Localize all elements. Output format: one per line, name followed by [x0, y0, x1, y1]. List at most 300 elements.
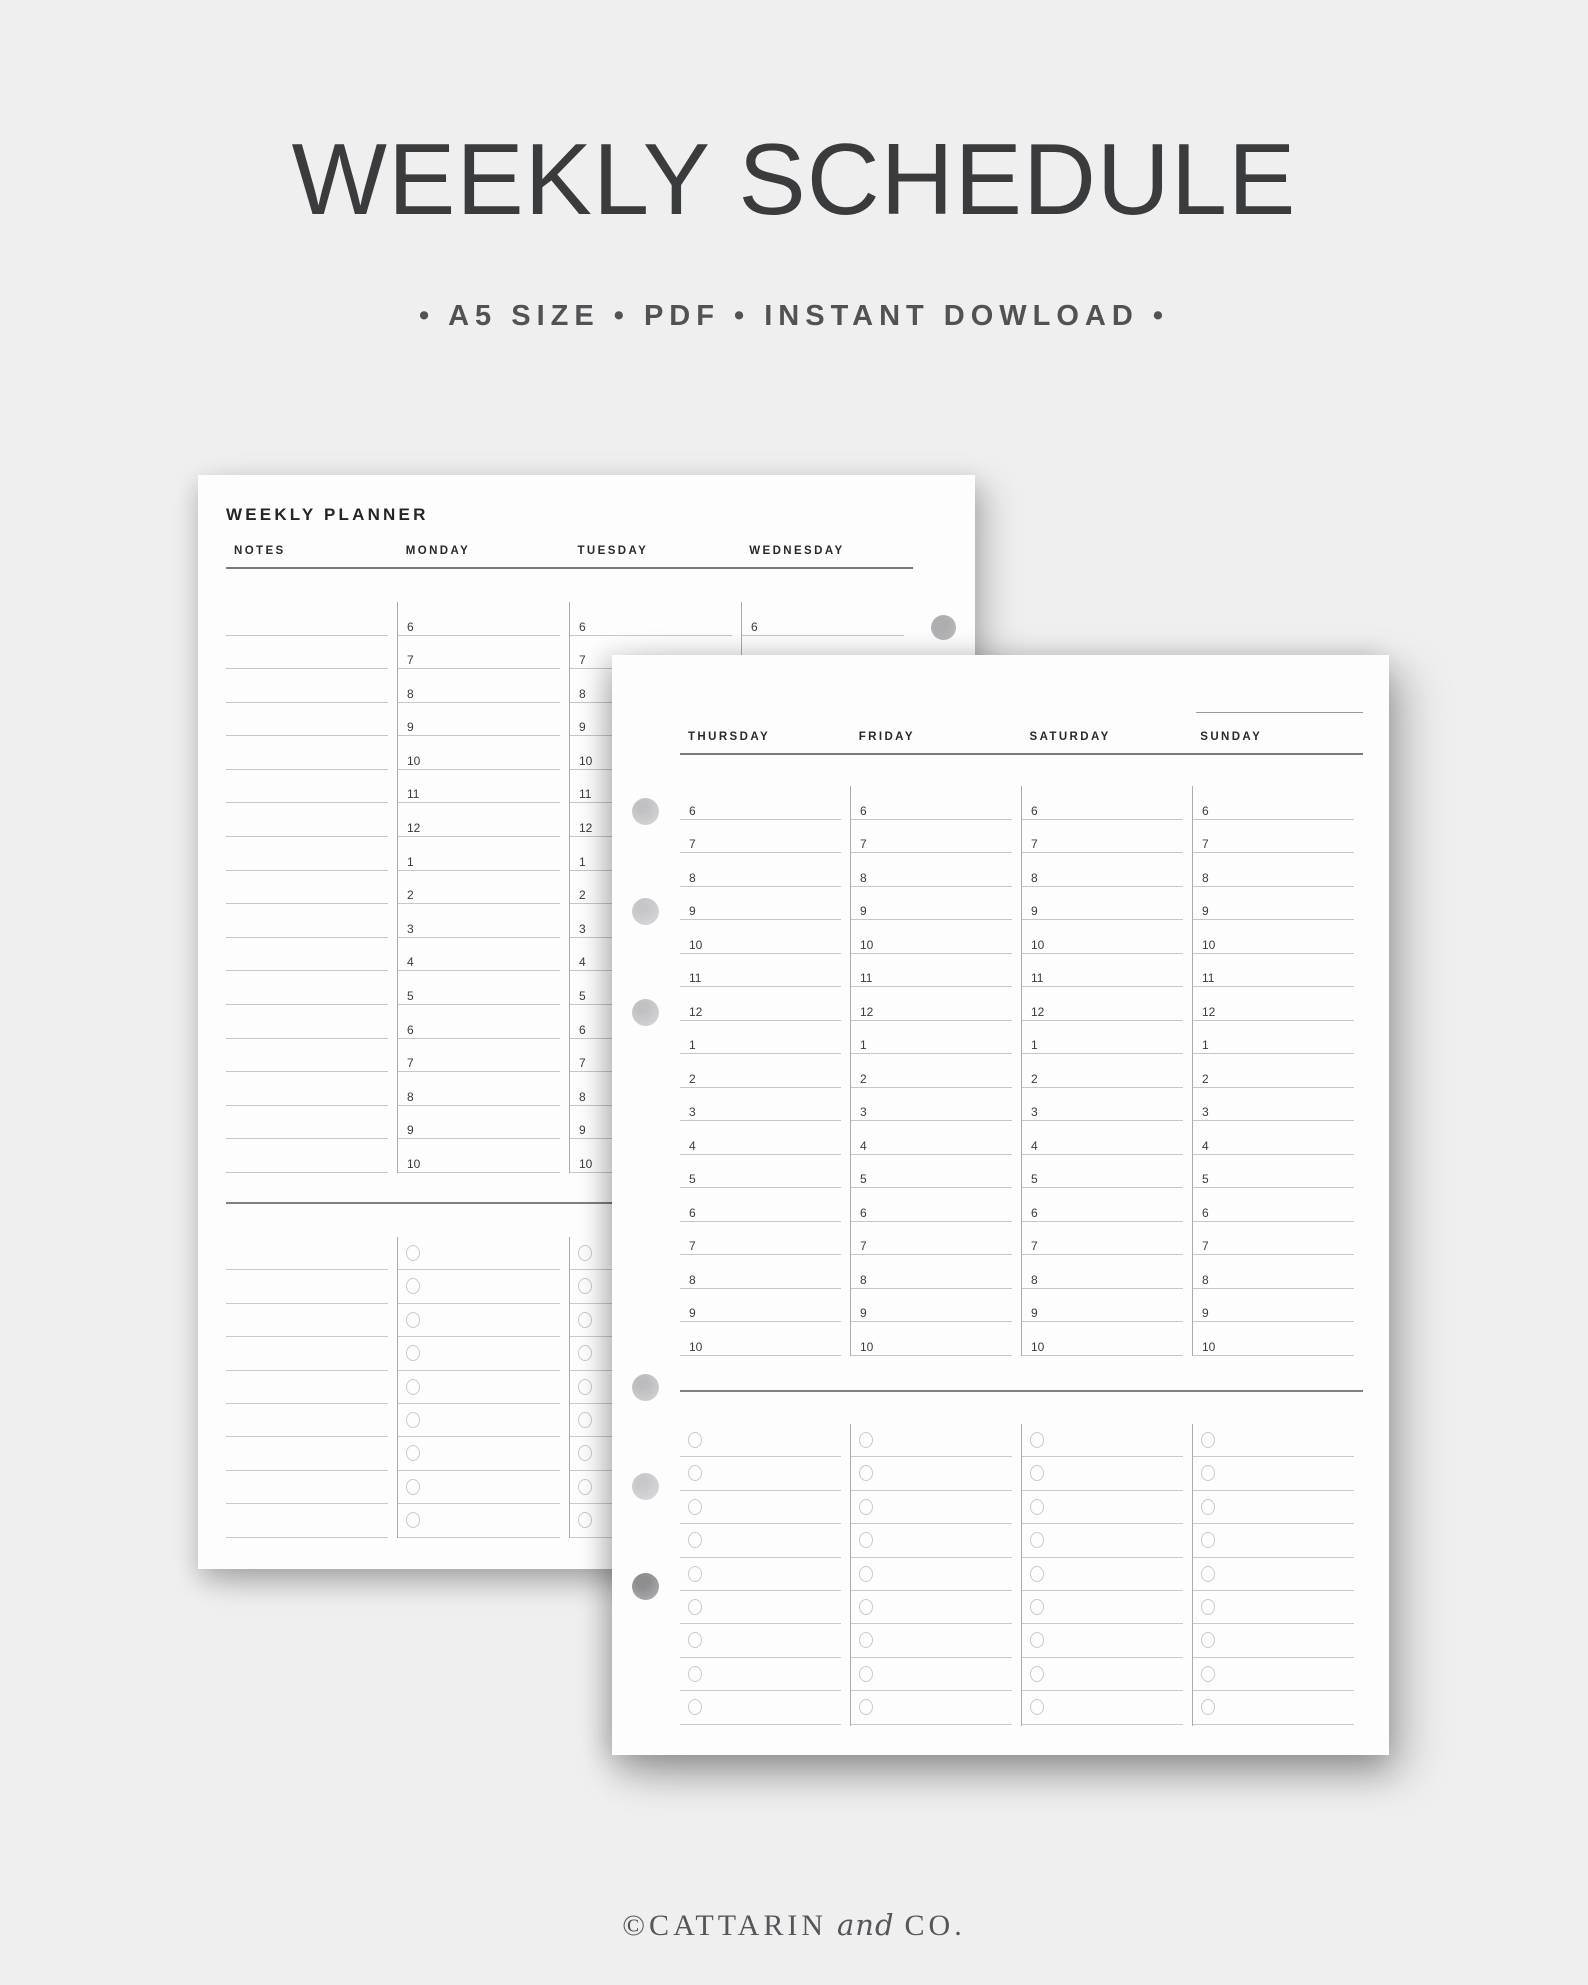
section-divider — [680, 1390, 1363, 1392]
hour-label: 9 — [579, 720, 586, 735]
checkbox-circle — [688, 1465, 702, 1481]
hour-row — [680, 987, 841, 1021]
hour-label: 3 — [860, 1105, 867, 1120]
checkbox-circle — [1201, 1699, 1215, 1715]
checkbox-circle — [578, 1278, 592, 1294]
checkbox-circle — [406, 1412, 420, 1428]
hour-row — [226, 736, 388, 770]
checklist-row — [851, 1491, 1012, 1524]
hour-label: 6 — [1031, 803, 1038, 818]
hour-row — [851, 1054, 1012, 1088]
hour-row — [226, 669, 388, 703]
hour-label: 12 — [860, 1004, 874, 1019]
hour-label: 9 — [689, 904, 696, 919]
hour-label: 10 — [579, 1156, 593, 1171]
checklist-row — [398, 1437, 560, 1470]
hour-label: 9 — [860, 1306, 867, 1321]
hour-label: 10 — [1202, 1339, 1216, 1354]
hour-row — [1022, 1255, 1183, 1289]
hour-row — [398, 904, 560, 938]
checkbox-circle — [578, 1445, 592, 1461]
hour-row — [1022, 1289, 1183, 1323]
checklist-row — [1193, 1591, 1354, 1624]
hour-label: 4 — [1202, 1138, 1209, 1153]
hour-label: 8 — [860, 870, 867, 885]
checklist-row — [1022, 1524, 1183, 1557]
hour-row — [398, 938, 560, 972]
checkbox-circle — [688, 1632, 702, 1648]
hour-row — [851, 887, 1012, 921]
hour-label: 6 — [751, 619, 758, 634]
hour-row — [226, 1039, 388, 1073]
checklist-row — [1022, 1424, 1183, 1457]
hour-row — [398, 636, 560, 670]
checklist-row — [1022, 1457, 1183, 1490]
column-header: FRIDAY — [858, 731, 915, 743]
hour-row — [680, 1289, 841, 1323]
hour-row — [398, 871, 560, 905]
hour-label: 7 — [407, 1056, 414, 1071]
hour-label: 8 — [407, 686, 414, 701]
checkbox-circle — [1030, 1566, 1044, 1582]
hour-row — [851, 987, 1012, 1021]
hour-label: 2 — [579, 888, 586, 903]
hour-label: 7 — [1031, 837, 1038, 852]
hour-label: 5 — [1031, 1172, 1038, 1187]
hour-row — [851, 1322, 1012, 1356]
checklist-column — [1021, 1424, 1192, 1726]
hour-label: 8 — [407, 1089, 414, 1104]
hour-row — [398, 669, 560, 703]
hour-row — [1193, 1322, 1354, 1356]
hour-row — [1193, 786, 1354, 820]
hour-row — [226, 1139, 388, 1173]
hour-row — [1193, 987, 1354, 1021]
hour-row — [1022, 1155, 1183, 1189]
hour-label: 1 — [1202, 1038, 1209, 1053]
hour-row — [1022, 954, 1183, 988]
checkbox-circle — [406, 1479, 420, 1495]
hour-label: 12 — [1202, 1004, 1216, 1019]
week-of-line — [1196, 712, 1363, 713]
hour-label: 9 — [407, 1123, 414, 1138]
checklist-row — [398, 1304, 560, 1337]
hour-row — [1022, 1088, 1183, 1122]
hour-label: 6 — [1202, 1205, 1209, 1220]
checkbox-circle — [859, 1432, 873, 1448]
checkbox-circle — [1030, 1699, 1044, 1715]
checklist-grid — [680, 1424, 1363, 1726]
hour-row — [226, 971, 388, 1005]
checklist-row — [398, 1337, 560, 1370]
checklist-column — [397, 1237, 569, 1538]
hour-row — [851, 954, 1012, 988]
hour-label: 1 — [579, 854, 586, 869]
checklist-row — [1193, 1424, 1354, 1457]
hour-row — [1193, 1222, 1354, 1256]
hour-row — [570, 602, 732, 636]
hour-row — [398, 837, 560, 871]
checklist-row — [226, 1304, 388, 1337]
hour-label: 3 — [407, 921, 414, 936]
hour-label: 3 — [1202, 1105, 1209, 1120]
hour-label: 7 — [1202, 837, 1209, 852]
hour-row — [851, 1188, 1012, 1222]
hour-row — [226, 837, 388, 871]
hour-row — [226, 1106, 388, 1140]
column-headers — [226, 545, 913, 557]
checklist-row — [226, 1270, 388, 1303]
brand-name: ©CATTARIN — [622, 1909, 827, 1942]
hour-row — [680, 853, 841, 887]
hour-label: 10 — [689, 937, 703, 952]
hour-label: 9 — [407, 720, 414, 735]
checkbox-circle — [859, 1632, 873, 1648]
hour-label: 9 — [1031, 904, 1038, 919]
checkbox-circle — [1030, 1532, 1044, 1548]
checkbox-circle — [1201, 1599, 1215, 1615]
checklist-row — [1022, 1591, 1183, 1624]
hour-label: 6 — [860, 803, 867, 818]
hour-label: 12 — [1031, 1004, 1045, 1019]
product-subtitle: • A5 SIZE • PDF • INSTANT DOWLOAD • — [418, 300, 1170, 332]
checkbox-circle — [406, 1445, 420, 1461]
hour-label: 10 — [860, 937, 874, 952]
hour-label: 1 — [860, 1038, 867, 1053]
checkbox-circle — [1201, 1465, 1215, 1481]
hour-row — [398, 703, 560, 737]
checkbox-circle — [578, 1512, 592, 1528]
hour-label: 12 — [579, 821, 593, 836]
checklist-row — [851, 1424, 1012, 1457]
hour-column — [680, 786, 850, 1356]
hour-label: 4 — [1031, 1138, 1038, 1153]
checklist-row — [226, 1437, 388, 1470]
checkbox-circle — [688, 1532, 702, 1548]
hour-row — [226, 636, 388, 670]
hour-row — [851, 920, 1012, 954]
hour-row — [680, 1121, 841, 1155]
checkbox-circle — [578, 1345, 592, 1361]
hour-row — [1022, 1121, 1183, 1155]
hour-row — [226, 904, 388, 938]
hour-label: 10 — [579, 753, 593, 768]
hour-row — [680, 1188, 841, 1222]
checkbox-circle — [1030, 1465, 1044, 1481]
checkbox-circle — [578, 1479, 592, 1495]
checkbox-circle — [578, 1245, 592, 1261]
checkbox-circle — [1030, 1632, 1044, 1648]
header-rule — [680, 753, 1363, 755]
hour-label: 9 — [1202, 1306, 1209, 1321]
hour-row — [1022, 853, 1183, 887]
hour-row — [398, 1005, 560, 1039]
checklist-row — [851, 1691, 1012, 1724]
checklist-row — [1022, 1491, 1183, 1524]
hour-row — [1193, 1121, 1354, 1155]
hour-column — [397, 602, 569, 1173]
checklist-row — [226, 1504, 388, 1537]
checkbox-circle — [578, 1379, 592, 1395]
checkbox-circle — [1201, 1432, 1215, 1448]
checkbox-circle — [859, 1699, 873, 1715]
hour-label: 1 — [1031, 1038, 1038, 1053]
hour-label: 1 — [407, 854, 414, 869]
checkbox-circle — [406, 1312, 420, 1328]
hour-label: 6 — [689, 803, 696, 818]
hour-row — [1022, 1054, 1183, 1088]
hour-label: 7 — [860, 837, 867, 852]
checklist-row — [851, 1624, 1012, 1657]
checkbox-circle — [688, 1566, 702, 1582]
checkbox-circle — [1030, 1599, 1044, 1615]
hour-row — [680, 1088, 841, 1122]
hour-row — [742, 602, 904, 636]
hour-row — [226, 770, 388, 804]
hour-row — [398, 1106, 560, 1140]
checklist-row — [851, 1658, 1012, 1691]
hour-label: 10 — [1031, 937, 1045, 952]
hour-label: 4 — [689, 1138, 696, 1153]
hour-row — [680, 1322, 841, 1356]
punch-hole — [632, 1374, 659, 1401]
checklist-row — [226, 1337, 388, 1370]
checkbox-circle — [406, 1245, 420, 1261]
hour-row — [851, 1289, 1012, 1323]
checklist-row — [1022, 1558, 1183, 1591]
hour-label: 6 — [1202, 803, 1209, 818]
hour-label: 9 — [860, 904, 867, 919]
hour-label: 4 — [579, 955, 586, 970]
hour-label: 11 — [407, 787, 420, 802]
hour-row — [680, 887, 841, 921]
checkbox-circle — [859, 1666, 873, 1682]
checkbox-circle — [688, 1599, 702, 1615]
hour-label: 5 — [1202, 1172, 1209, 1187]
hour-row — [1022, 920, 1183, 954]
punch-hole — [931, 615, 956, 640]
hour-label: 8 — [1202, 870, 1209, 885]
checklist-row — [398, 1504, 560, 1537]
hour-label: 8 — [579, 686, 586, 701]
checklist-row — [1022, 1624, 1183, 1657]
checkbox-circle — [688, 1432, 702, 1448]
hour-label: 7 — [860, 1239, 867, 1254]
checklist-row — [226, 1471, 388, 1504]
hour-label: 2 — [407, 888, 414, 903]
column-header: WEDNESDAY — [749, 545, 845, 557]
page-title: WEEKLY PLANNER — [226, 505, 429, 524]
checkbox-circle — [688, 1666, 702, 1682]
hour-row — [1193, 1021, 1354, 1055]
hour-label: 2 — [860, 1071, 867, 1086]
column-header: NOTES — [234, 545, 286, 557]
checkbox-circle — [1201, 1532, 1215, 1548]
checklist-row — [680, 1591, 841, 1624]
hour-row — [226, 871, 388, 905]
checklist-row — [1022, 1658, 1183, 1691]
hour-column — [1192, 786, 1363, 1356]
checklist-row — [851, 1591, 1012, 1624]
hour-label: 5 — [860, 1172, 867, 1187]
checklist-row — [398, 1404, 560, 1437]
checkbox-circle — [1030, 1499, 1044, 1515]
column-header: THURSDAY — [688, 731, 771, 743]
hour-row — [680, 1255, 841, 1289]
checklist-column — [1192, 1424, 1363, 1726]
hour-label: 9 — [689, 1306, 696, 1321]
hour-label: 1 — [689, 1038, 696, 1053]
column-header: MONDAY — [405, 545, 471, 557]
hour-row — [851, 1088, 1012, 1122]
punch-hole — [632, 999, 659, 1026]
hour-label: 12 — [407, 821, 421, 836]
hour-row — [680, 920, 841, 954]
hour-row — [1022, 987, 1183, 1021]
checklist-column — [226, 1237, 397, 1538]
hour-label: 8 — [1031, 1272, 1038, 1287]
hour-label: 6 — [1031, 1205, 1038, 1220]
hour-label: 9 — [579, 1123, 586, 1138]
hour-row — [680, 786, 841, 820]
checkbox-circle — [406, 1512, 420, 1528]
checkbox-circle — [688, 1699, 702, 1715]
hour-row — [851, 1222, 1012, 1256]
hour-label: 6 — [407, 619, 414, 634]
hour-row — [1022, 1322, 1183, 1356]
hour-row — [226, 703, 388, 737]
checklist-row — [680, 1658, 841, 1691]
checklist-row — [1193, 1457, 1354, 1490]
checklist-row — [680, 1691, 841, 1724]
hour-label: 7 — [1031, 1239, 1038, 1254]
hour-label: 10 — [407, 753, 421, 768]
checklist-row — [1193, 1491, 1354, 1524]
hour-label: 2 — [689, 1071, 696, 1086]
checklist-row — [680, 1491, 841, 1524]
checklist-row — [398, 1471, 560, 1504]
hour-label: 4 — [860, 1138, 867, 1153]
hour-label: 11 — [1031, 971, 1044, 986]
checklist-row — [680, 1558, 841, 1591]
hour-label: 11 — [579, 787, 592, 802]
hour-column — [226, 602, 397, 1173]
checklist-row — [680, 1457, 841, 1490]
checklist-row — [398, 1270, 560, 1303]
checkbox-circle — [578, 1412, 592, 1428]
hour-row — [1193, 1155, 1354, 1189]
hour-row — [1193, 920, 1354, 954]
hour-row — [226, 1005, 388, 1039]
hour-label: 7 — [689, 1239, 696, 1254]
checkbox-circle — [406, 1379, 420, 1395]
hour-row — [1022, 786, 1183, 820]
punch-hole — [632, 1473, 659, 1500]
checklist-row — [1193, 1658, 1354, 1691]
hour-row — [1193, 954, 1354, 988]
hour-row — [1193, 1188, 1354, 1222]
hour-label: 2 — [1031, 1071, 1038, 1086]
hour-row — [1193, 1255, 1354, 1289]
hour-row — [398, 736, 560, 770]
copyright-footer — [0, 1908, 1588, 1944]
punch-hole — [632, 898, 659, 925]
hour-row — [680, 820, 841, 854]
checkbox-circle — [859, 1465, 873, 1481]
checkbox-circle — [406, 1345, 420, 1361]
checklist-row — [680, 1524, 841, 1557]
hour-row — [851, 853, 1012, 887]
hour-row — [851, 1255, 1012, 1289]
checkbox-circle — [688, 1499, 702, 1515]
hour-label: 8 — [860, 1272, 867, 1287]
hour-row — [1193, 1289, 1354, 1323]
checklist-row — [398, 1371, 560, 1404]
hour-label: 9 — [1202, 904, 1209, 919]
hour-row — [398, 803, 560, 837]
checklist-row — [1022, 1691, 1183, 1724]
checklist-row — [1193, 1558, 1354, 1591]
hour-label: 10 — [689, 1339, 703, 1354]
column-header: SATURDAY — [1029, 731, 1111, 743]
hour-column — [850, 786, 1021, 1356]
hour-row — [851, 786, 1012, 820]
hour-row — [1022, 820, 1183, 854]
checkbox-circle — [1030, 1666, 1044, 1682]
hour-label: 7 — [579, 1056, 586, 1071]
hour-row — [398, 1072, 560, 1106]
hour-label: 7 — [1202, 1239, 1209, 1254]
hour-label: 10 — [1202, 937, 1216, 952]
checkbox-circle — [1201, 1566, 1215, 1582]
column-header: SUNDAY — [1200, 731, 1263, 743]
hour-label: 8 — [689, 1272, 696, 1287]
hour-label: 9 — [1031, 1306, 1038, 1321]
checklist-column — [850, 1424, 1021, 1726]
hour-row — [1022, 1222, 1183, 1256]
hour-label: 5 — [407, 988, 414, 1003]
hour-row — [398, 1139, 560, 1173]
checkbox-circle — [859, 1532, 873, 1548]
hour-label: 7 — [579, 653, 586, 668]
hour-label: 7 — [407, 653, 414, 668]
checklist-row — [851, 1457, 1012, 1490]
checklist-row — [680, 1424, 841, 1457]
header-rule — [226, 567, 913, 569]
checklist-row — [226, 1404, 388, 1437]
hour-row — [1193, 1088, 1354, 1122]
hour-label: 3 — [579, 921, 586, 936]
hour-row — [226, 1072, 388, 1106]
hour-label: 8 — [579, 1089, 586, 1104]
hour-label: 6 — [579, 1022, 586, 1037]
column-headers — [680, 731, 1363, 743]
hour-label: 10 — [860, 1339, 874, 1354]
product-title: WEEKLY SCHEDULE — [291, 124, 1297, 236]
hour-row — [680, 1222, 841, 1256]
hour-label: 8 — [1031, 870, 1038, 885]
hour-row — [1022, 1188, 1183, 1222]
hour-label: 6 — [579, 619, 586, 634]
hour-row — [226, 803, 388, 837]
checklist-row — [1193, 1691, 1354, 1724]
checkbox-circle — [1201, 1499, 1215, 1515]
checkbox-circle — [859, 1599, 873, 1615]
checklist-row — [398, 1237, 560, 1270]
hour-row — [1022, 887, 1183, 921]
hour-label: 6 — [407, 1022, 414, 1037]
hour-row — [226, 602, 388, 636]
